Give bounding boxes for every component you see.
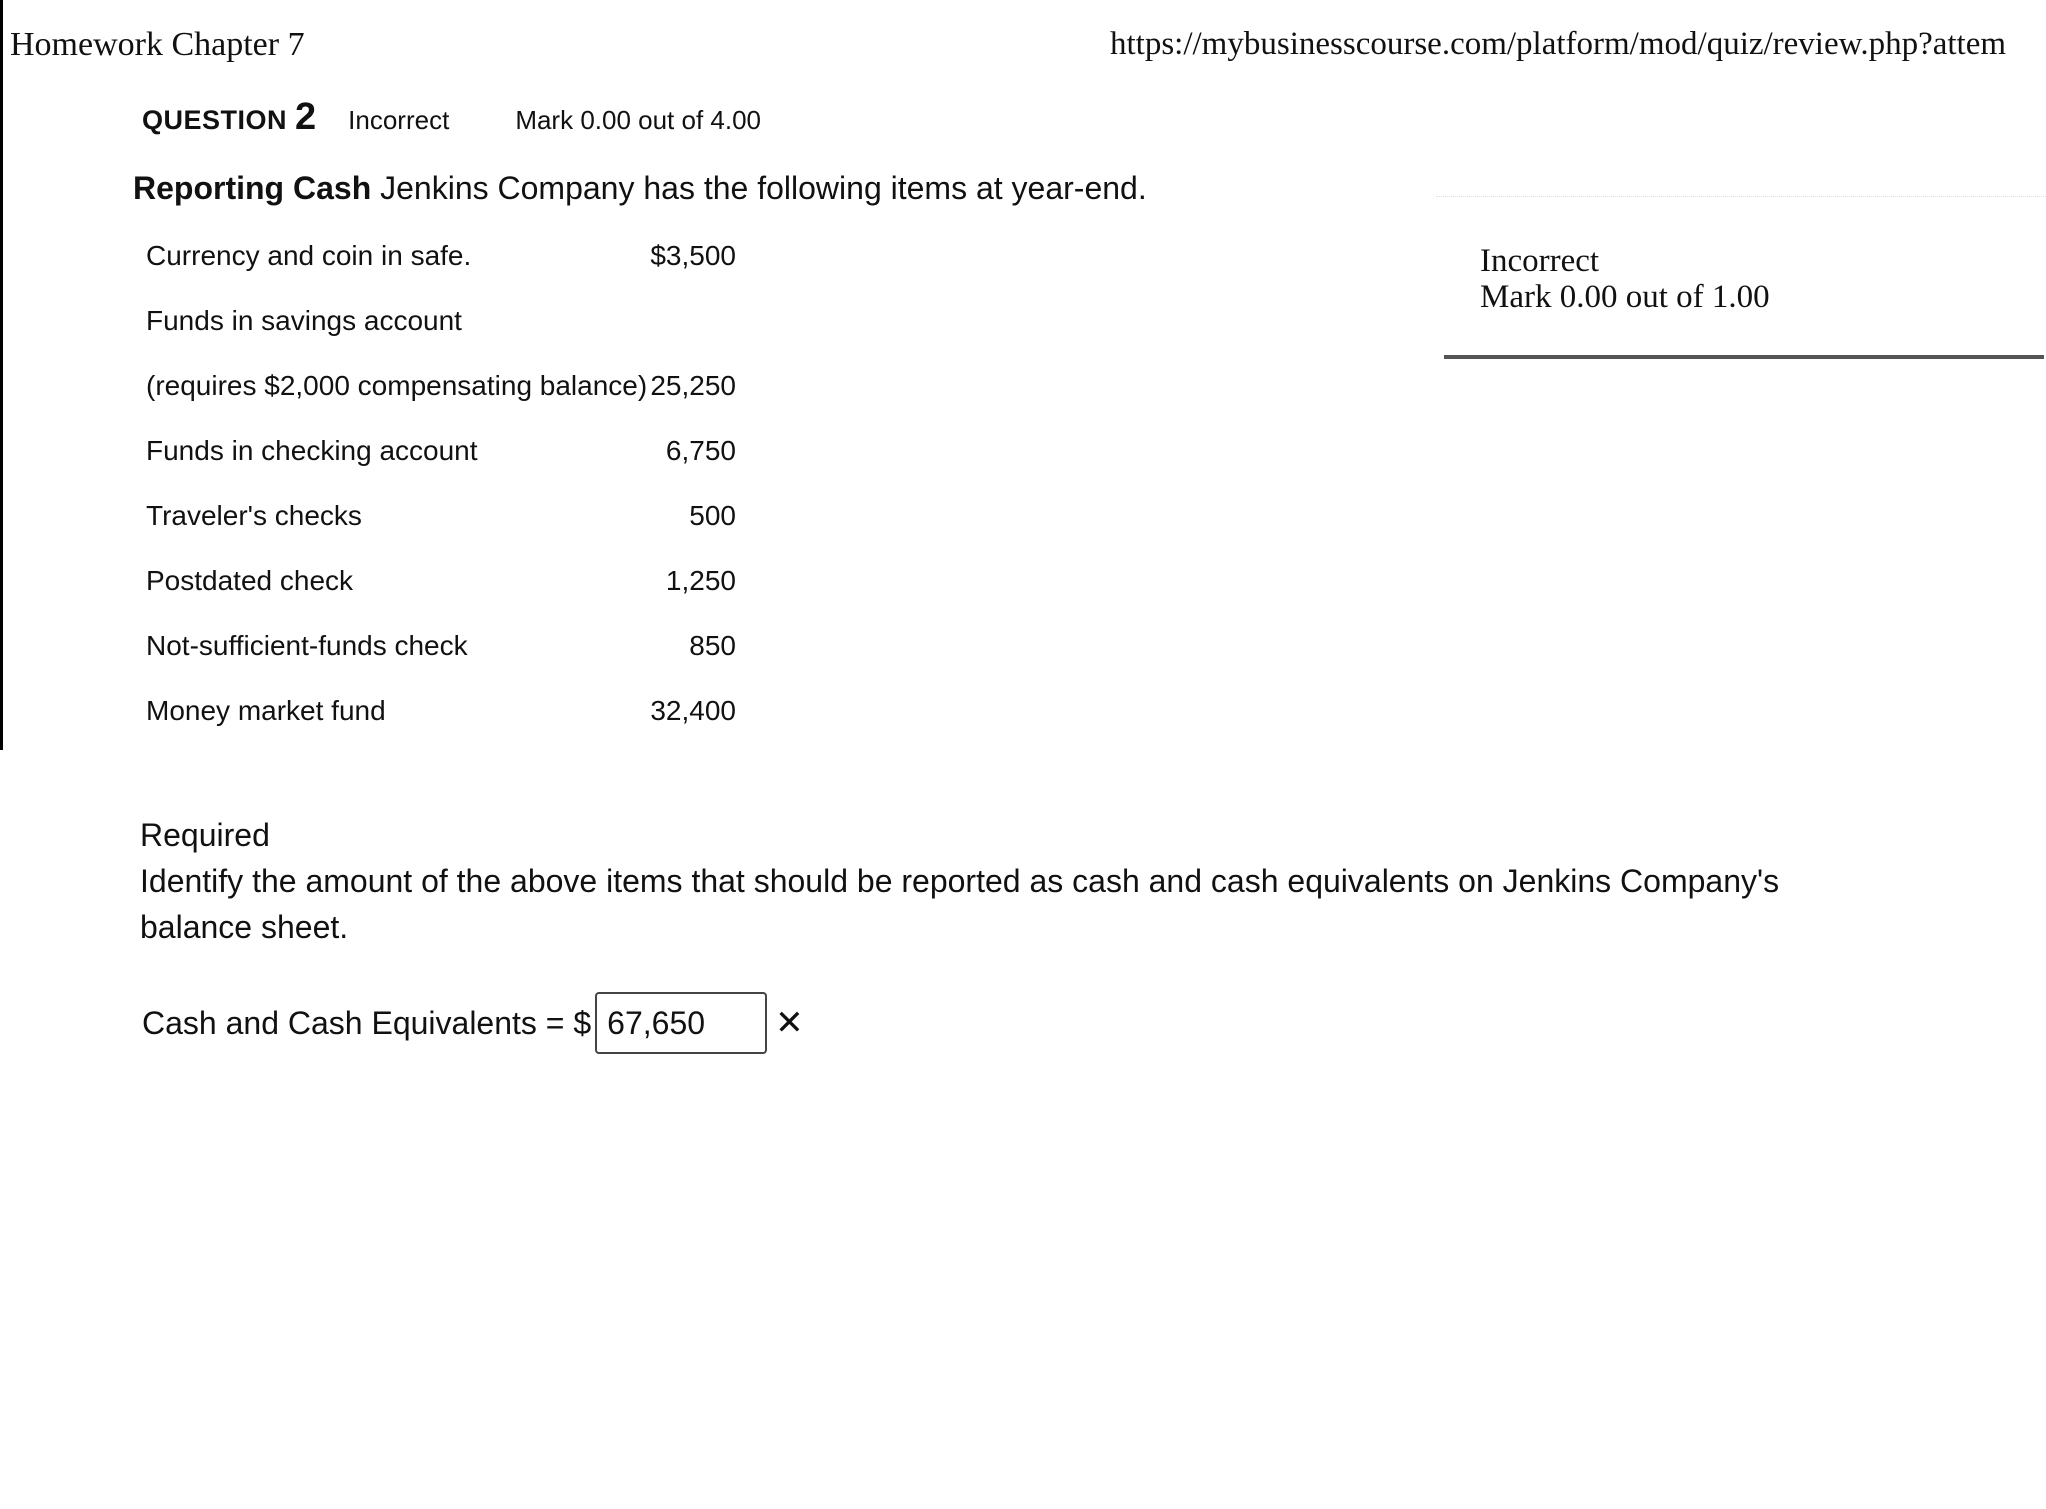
item-row [146, 565, 736, 630]
feedback-divider [1444, 355, 2044, 359]
answer-label: Cash and Cash Equivalents = $ [142, 1004, 592, 1041]
required-heading: Required [140, 817, 270, 853]
question-status: Incorrect [348, 105, 450, 135]
item-value: 6,750 [665, 435, 736, 466]
feedback-panel [1436, 196, 2046, 357]
item-row [146, 500, 736, 565]
item-row [146, 240, 736, 305]
item-label: Funds in checking account [146, 435, 478, 466]
question-number: 2 [295, 96, 317, 138]
item-value: 500 [689, 500, 736, 531]
item-label: Currency and coin in safe. [146, 240, 472, 271]
item-label: Not-sufficient-funds check [146, 630, 468, 661]
item-label: Postdated check [146, 565, 354, 596]
item-label: (requires $2,000 compensating balance) [146, 370, 648, 401]
question-mark: Mark 0.00 out of 4.00 [515, 105, 762, 135]
question-label: QUESTION [142, 105, 288, 135]
scan-edge [0, 0, 3, 750]
answer-row [142, 992, 804, 1054]
intro-heading: Reporting Cash [133, 170, 372, 206]
item-row [146, 370, 736, 435]
feedback-status: Incorrect [1480, 243, 1600, 279]
page-url[interactable]: https://mybusinesscourse.com/platform/mod/quiz/review.php?attem [1110, 26, 2007, 62]
item-label: Funds in savings account [146, 305, 462, 336]
answer-input[interactable] [595, 992, 767, 1054]
required-text: Identify the amount of the above items that should be reported as cash and cash equivalents on Jenkins Company's balance sheet. [140, 863, 1780, 945]
cross-mark-icon: ✕ [775, 1003, 804, 1043]
item-value: 850 [689, 630, 736, 661]
question-header [142, 96, 761, 139]
item-value: 32,400 [650, 695, 736, 726]
items-table [146, 240, 736, 760]
item-row [146, 630, 736, 695]
item-value: 25,250 [650, 370, 736, 401]
page-title: Homework Chapter 7 [10, 26, 305, 63]
item-label: Traveler's checks [146, 500, 362, 531]
item-row [146, 435, 736, 500]
required-section [140, 812, 1780, 950]
intro-text: Jenkins Company has the following items at year-end. [371, 170, 1147, 206]
item-value: $3,500 [650, 240, 736, 271]
item-row [146, 695, 736, 760]
feedback-mark: Mark 0.00 out of 1.00 [1480, 279, 1770, 315]
item-value: 1,250 [665, 565, 736, 596]
question-intro [133, 170, 1147, 207]
item-row [146, 305, 736, 370]
item-label: Money market fund [146, 695, 386, 726]
